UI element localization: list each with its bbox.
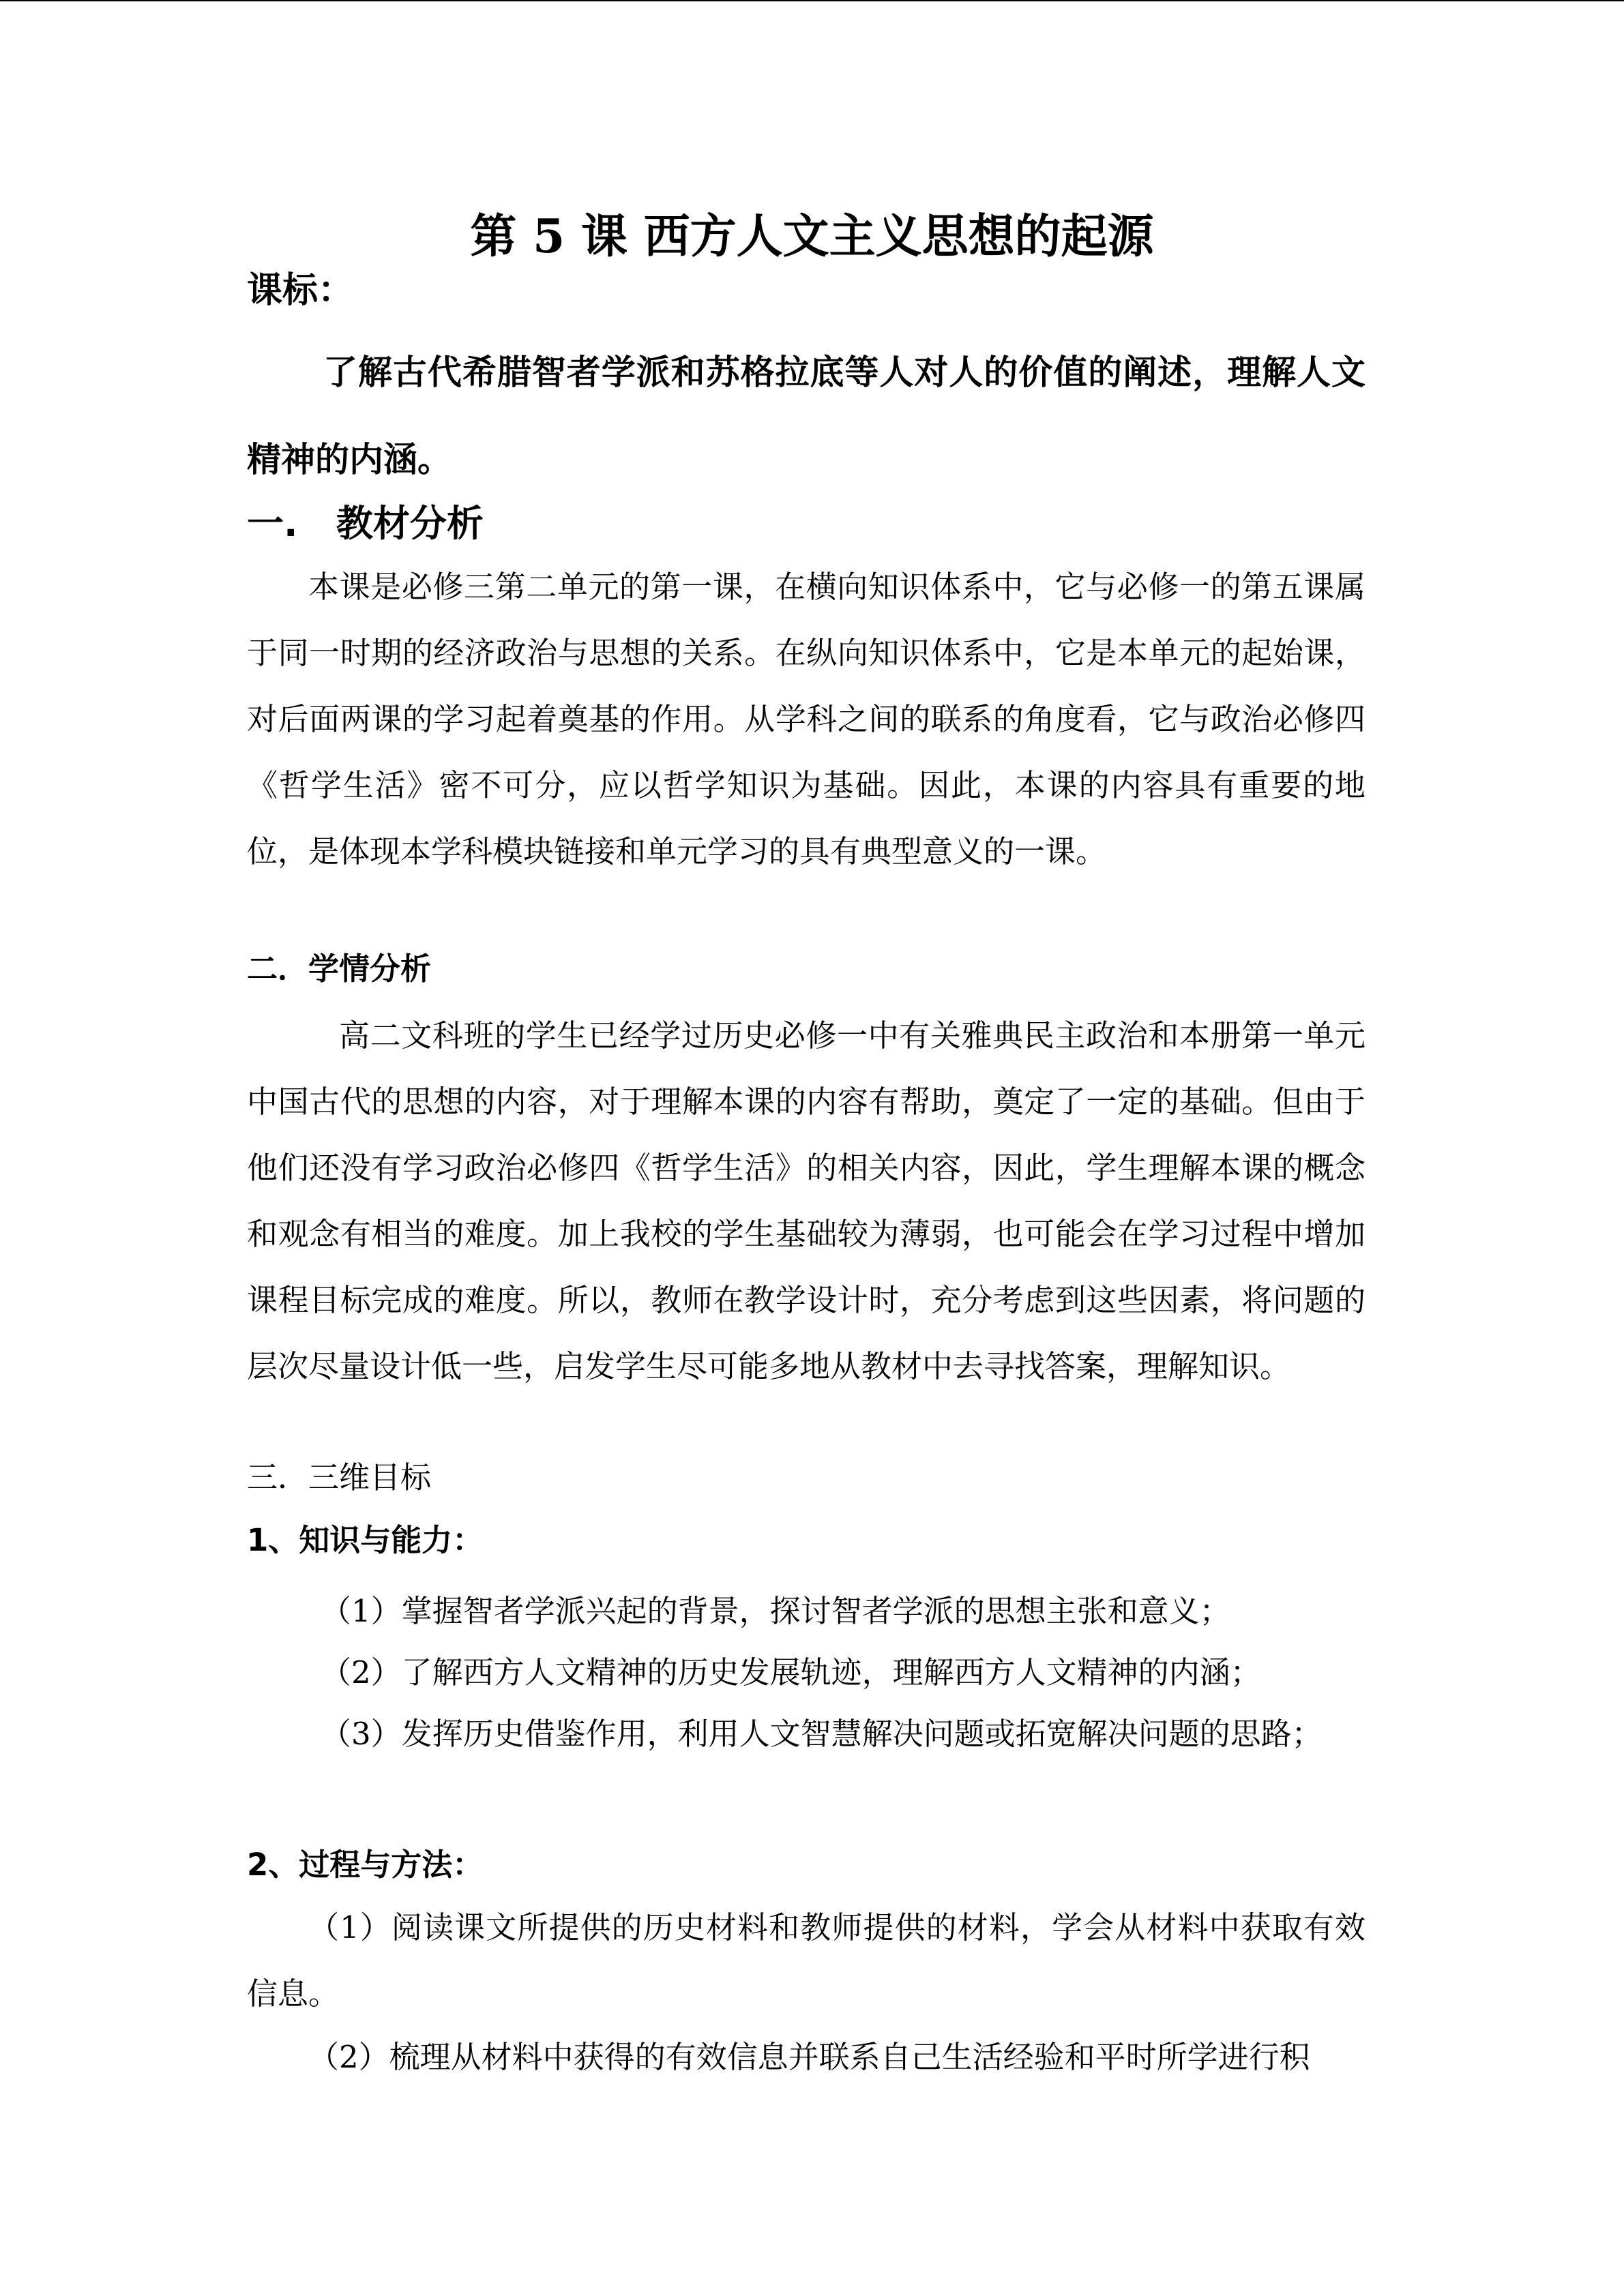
process-goal-item: （1）阅读课文所提供的历史材料和教师提供的材料，学会从材料中获取有效信息。: [247, 1909, 1365, 2012]
knowledge-goal-item: （1）掌握智者学派兴起的背景，探讨智者学派的思想主张和意义；: [321, 1593, 1230, 1629]
section-heading-textbook-analysis: 一. 教材分析: [247, 502, 484, 545]
section-heading-objectives: 三．三维目标: [247, 1459, 432, 1495]
curriculum-label: 课标：: [247, 270, 354, 311]
textbook-analysis-paragraph: 本课是必修三第二单元的第一课，在横向知识体系中，它与必修一的第五课属于同一时期的经济政治与思想的关系。在纵向知识体系中，它是本单元的起始课，对后面两课的学习起着奠基的作用。从学科之间的联系的角度看，它与政治必修四《哲学生活》密不可分，应以哲学知识为基础。因此，本课的内容具有重要的地位，是体现本学科模块链接和单元学习的具有典型意义的一课。: [247, 569, 1365, 869]
page-title: 第 5 课 西方人文主义思想的起源: [470, 209, 1154, 264]
subheading-knowledge-ability: 1、知识与能力：: [247, 1522, 484, 1558]
section-heading-student-analysis: 二．学情分析: [247, 951, 432, 987]
process-goal-item: （2）梳理从材料中获得的有效信息并联系自己生活经验和平时所学进行积: [308, 2039, 1310, 2075]
knowledge-goal-item: （2）了解西方人文精神的历史发展轨迹，理解西方人文精神的内涵；: [321, 1654, 1261, 1690]
subheading-process-method: 2、过程与方法：: [247, 1847, 484, 1883]
curriculum-text: 了解古代希腊智者学派和苏格拉底等人对人的价值的阐述，理解人文精神的内涵。: [247, 352, 1365, 479]
student-analysis-paragraph: 高二文科班的学生已经学过历史必修一中有关雅典民主政治和本册第一单元中国古代的思想的内容，对于理解本课的内容有帮助，奠定了一定的基础。但由于他们还没有学习政治必修四《哲学生活》的相关内容，因此，学生理解本课的概念和观念有相当的难度。加上我校的学生基础较为薄弱，也可能会在学习过程中增加课程目标完成的难度。所以，教师在教学设计时，充分考虑到这些因素，将问题的层次尽量设计低一些，启发学生尽可能多地从教材中去寻找答案，理解知识。: [247, 1017, 1365, 1384]
knowledge-goal-item: （3）发挥历史借鉴作用，利用人文智慧解决问题或拓宽解决问题的思路；: [321, 1716, 1323, 1752]
